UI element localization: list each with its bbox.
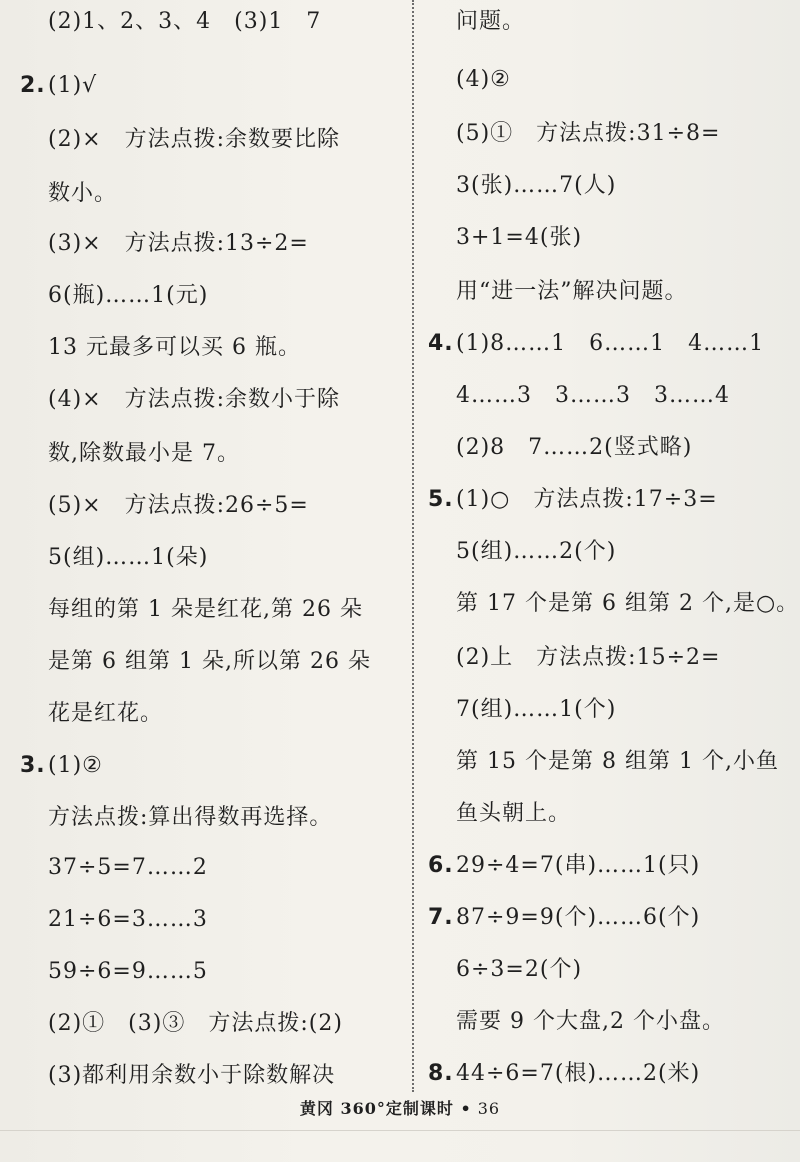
answer-text: 5(组)……1(朵)	[48, 545, 209, 570]
left-line	[20, 8, 321, 36]
left-line	[20, 126, 340, 154]
right-line	[428, 224, 582, 252]
right-line	[428, 644, 720, 672]
right-line	[428, 800, 571, 828]
right-line	[428, 696, 616, 724]
right-line	[428, 1008, 725, 1036]
answer-text: (4)× 方法点拨:余数小于除	[48, 387, 341, 412]
answer-text: 59÷6=9……5	[48, 959, 208, 984]
left-line	[20, 440, 240, 468]
answer-text: (4)②	[456, 67, 511, 92]
answer-text: 第 15 个是第 8 组第 1 个,小鱼	[456, 749, 779, 774]
right-line	[428, 8, 525, 36]
answer-text: 37÷5=7……2	[48, 855, 208, 880]
column-divider	[412, 0, 414, 1092]
right-line	[428, 852, 700, 880]
answer-text: (2)8 7……2(竖式略)	[456, 435, 693, 460]
left-line	[20, 334, 301, 362]
left-line	[20, 596, 363, 624]
answer-text: 87÷9=9(个)……6(个)	[456, 905, 701, 930]
answer-text: 花是红花。	[48, 701, 164, 726]
question-number: 2.	[20, 73, 46, 98]
answer-text: 29÷4=7(串)……1(只)	[456, 853, 701, 878]
answer-text: 3(张)……7(人)	[456, 173, 617, 198]
left-line	[20, 230, 309, 258]
right-line	[428, 956, 582, 984]
right-line	[428, 120, 720, 148]
answer-text: (1)8……1 6……1 4……1	[456, 331, 765, 356]
question-number: 4.	[428, 331, 454, 356]
left-line	[20, 1062, 335, 1090]
answer-text: 数,除数最小是 7。	[48, 441, 240, 466]
answer-text: 是第 6 组第 1 朵,所以第 26 朵	[48, 649, 371, 674]
left-line	[20, 752, 103, 780]
left-line	[20, 72, 97, 100]
answer-text: 需要 9 个大盘,2 个小盘。	[456, 1009, 725, 1034]
answer-text: 用“进一法”解决问题。	[456, 279, 688, 304]
right-line	[428, 434, 692, 462]
answer-text: 第 17 个是第 6 组第 2 个,是○。	[456, 591, 800, 616]
answer-text: (1)②	[48, 753, 103, 778]
right-line	[428, 382, 730, 410]
left-line	[20, 958, 208, 986]
right-line	[428, 330, 764, 358]
answer-text: (5)× 方法点拨:26÷5=	[48, 493, 309, 518]
answer-text: 3+1=4(张)	[456, 225, 583, 250]
answer-text: (5)① 方法点拨:31÷8=	[456, 121, 721, 146]
right-line	[428, 1060, 700, 1088]
answer-text: 13 元最多可以买 6 瓶。	[48, 335, 301, 360]
page-footer	[0, 1096, 800, 1119]
question-number: 3.	[20, 753, 46, 778]
answer-text: 5(组)……2(个)	[456, 539, 617, 564]
left-line	[20, 854, 208, 882]
answer-text: 方法点拨:算出得数再选择。	[48, 805, 333, 830]
answer-text: 44÷6=7(根)……2(米)	[456, 1061, 701, 1086]
answer-text: (2)× 方法点拨:余数要比除	[48, 127, 341, 152]
right-line	[428, 904, 700, 932]
left-line	[20, 386, 340, 414]
footer-brand: 黄冈 360°定制课时 •	[299, 1099, 472, 1118]
right-line	[428, 748, 779, 776]
answer-text: (3)× 方法点拨:13÷2=	[48, 231, 309, 256]
answer-text: 问题。	[456, 9, 526, 34]
answer-text: 6÷3=2(个)	[456, 957, 583, 982]
right-line	[428, 486, 718, 514]
question-number: 5.	[428, 487, 454, 512]
left-line	[20, 700, 163, 728]
answer-text: 数小。	[48, 181, 118, 206]
question-number: 7.	[428, 905, 454, 930]
answer-text: (1)√	[48, 73, 98, 98]
answer-text: 4……3 3……3 3……4	[456, 383, 730, 408]
right-line	[428, 172, 616, 200]
answer-text: 每组的第 1 朵是红花,第 26 朵	[48, 597, 363, 622]
answer-text: 21÷6=3……3	[48, 907, 208, 932]
answer-text: (3)都利用余数小于除数解决	[48, 1063, 336, 1088]
right-line	[428, 278, 688, 306]
answer-text: (2)上 方法点拨:15÷2=	[456, 645, 721, 670]
left-line	[20, 906, 208, 934]
answer-text: (1)○ 方法点拨:17÷3=	[456, 487, 718, 512]
bottom-rule	[0, 1130, 800, 1131]
question-number: 6.	[428, 853, 454, 878]
right-line	[428, 66, 511, 94]
page-number: 36	[477, 1099, 501, 1118]
answer-text: (2)① (3)③ 方法点拨:(2)	[48, 1011, 343, 1036]
left-line	[20, 282, 208, 310]
answer-text: 6(瓶)……1(元)	[48, 283, 209, 308]
question-number: 8.	[428, 1061, 454, 1086]
right-line	[428, 538, 616, 566]
answer-text: 鱼头朝上。	[456, 801, 572, 826]
left-line	[20, 544, 208, 572]
left-line	[20, 492, 309, 520]
answer-text: (2)1、2、3、4 (3)1 7	[48, 9, 322, 34]
right-line	[428, 590, 799, 618]
left-line	[20, 1010, 343, 1038]
left-line	[20, 804, 332, 832]
answer-text: 7(组)……1(个)	[456, 697, 617, 722]
left-line	[20, 180, 117, 208]
left-line	[20, 648, 371, 676]
